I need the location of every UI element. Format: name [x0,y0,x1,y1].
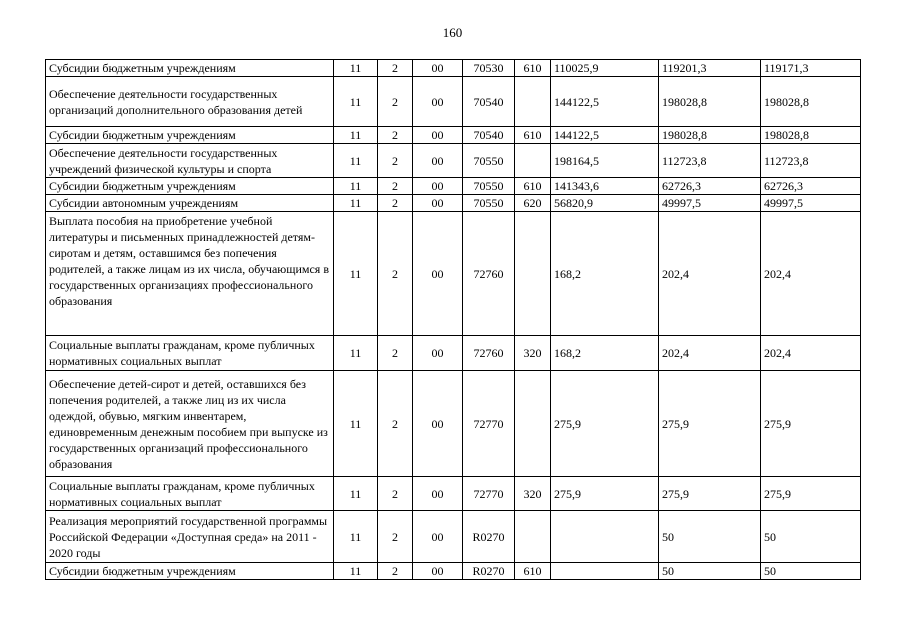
row-name: Субсидии автономным учреждениям [46,195,334,212]
target-item-code: 70550 [463,178,515,195]
amount-year-1: 56820,9 [551,195,659,212]
expense-type-code: 620 [515,195,551,212]
table-row [46,336,861,371]
subsection-code: 2 [378,127,413,144]
amount-year-2: 112723,8 [659,144,761,178]
program-code: 00 [413,371,463,477]
amount-year-1: 144122,5 [551,127,659,144]
subsection-code: 2 [378,144,413,178]
amount-year-2: 119201,3 [659,60,761,77]
section-code: 11 [334,60,378,77]
table-row [46,195,861,212]
amount-year-2: 202,4 [659,212,761,336]
row-name: Субсидии бюджетным учреждениям [46,563,334,580]
expense-type-code: 320 [515,477,551,511]
expense-type-code: 320 [515,336,551,371]
amount-year-2: 62726,3 [659,178,761,195]
table-row [46,477,861,511]
table-row [46,563,861,580]
amount-year-3: 50 [761,563,861,580]
section-code: 11 [334,511,378,563]
expense-type-code [515,511,551,563]
subsection-code: 2 [378,195,413,212]
section-code: 11 [334,212,378,336]
section-code: 11 [334,127,378,144]
program-code: 00 [413,144,463,178]
expense-type-code: 610 [515,178,551,195]
program-code: 00 [413,212,463,336]
row-name: Социальные выплаты гражданам, кроме публичных нормативных социальных выплат [46,477,334,511]
amount-year-2: 275,9 [659,477,761,511]
amount-year-1 [551,511,659,563]
amount-year-1: 141343,6 [551,178,659,195]
table-row [46,212,861,336]
target-item-code: 70540 [463,127,515,144]
table-row [46,371,861,477]
budget-table [45,59,861,580]
amount-year-3: 50 [761,511,861,563]
row-name: Реализация мероприятий государственной программы Российской Федерации «Доступная среда» на 2011 - 2020 годы [46,511,334,563]
amount-year-2: 50 [659,511,761,563]
subsection-code: 2 [378,511,413,563]
table-row [46,60,861,77]
amount-year-1: 168,2 [551,212,659,336]
section-code: 11 [334,77,378,127]
section-code: 11 [334,144,378,178]
section-code: 11 [334,178,378,195]
amount-year-3: 112723,8 [761,144,861,178]
target-item-code: 72760 [463,212,515,336]
amount-year-3: 202,4 [761,212,861,336]
subsection-code: 2 [378,60,413,77]
row-name: Выплата пособия на приобретение учебной литературы и письменных принадлежностей детям-сиротам и детям, оставшимся без попечения родителей, а также лицам из их числа, обучающимся в государственных организациях профессионального образования [46,212,334,336]
subsection-code: 2 [378,77,413,127]
page-number: 160 [442,25,463,40]
row-name: Обеспечение деятельности государственных организаций дополнительного образования детей [46,77,334,127]
target-item-code: 70540 [463,77,515,127]
amount-year-2: 198028,8 [659,127,761,144]
target-item-code: R0270 [463,563,515,580]
row-name: Субсидии бюджетным учреждениям [46,178,334,195]
table-row [46,77,861,127]
amount-year-1: 275,9 [551,371,659,477]
target-item-code: 70550 [463,195,515,212]
table-row [46,178,861,195]
row-name: Социальные выплаты гражданам, кроме публичных нормативных социальных выплат [46,336,334,371]
program-code: 00 [413,178,463,195]
row-name: Субсидии бюджетным учреждениям [46,127,334,144]
expense-type-code [515,77,551,127]
amount-year-3: 49997,5 [761,195,861,212]
amount-year-3: 62726,3 [761,178,861,195]
program-code: 00 [413,477,463,511]
section-code: 11 [334,563,378,580]
amount-year-3: 119171,3 [761,60,861,77]
amount-year-1: 275,9 [551,477,659,511]
table-row [46,127,861,144]
amount-year-1: 198164,5 [551,144,659,178]
program-code: 00 [413,127,463,144]
target-item-code: 72770 [463,371,515,477]
amount-year-2: 49997,5 [659,195,761,212]
program-code: 00 [413,563,463,580]
amount-year-1: 110025,9 [551,60,659,77]
table-row [46,511,861,563]
amount-year-2: 202,4 [659,336,761,371]
program-code: 00 [413,195,463,212]
target-item-code: 70550 [463,144,515,178]
amount-year-2: 50 [659,563,761,580]
amount-year-3: 198028,8 [761,127,861,144]
subsection-code: 2 [378,563,413,580]
amount-year-1: 144122,5 [551,77,659,127]
target-item-code: 72770 [463,477,515,511]
amount-year-2: 198028,8 [659,77,761,127]
amount-year-3: 275,9 [761,477,861,511]
row-name: Обеспечение деятельности государственных учреждений физической культуры и спорта [46,144,334,178]
row-name: Субсидии бюджетным учреждениям [46,60,334,77]
target-item-code: 70530 [463,60,515,77]
subsection-code: 2 [378,178,413,195]
amount-year-1 [551,563,659,580]
program-code: 00 [413,77,463,127]
amount-year-3: 198028,8 [761,77,861,127]
subsection-code: 2 [378,336,413,371]
expense-type-code: 610 [515,127,551,144]
amount-year-1: 168,2 [551,336,659,371]
program-code: 00 [413,336,463,371]
program-code: 00 [413,511,463,563]
target-item-code: R0270 [463,511,515,563]
expense-type-code [515,212,551,336]
amount-year-3: 202,4 [761,336,861,371]
section-code: 11 [334,195,378,212]
subsection-code: 2 [378,477,413,511]
subsection-code: 2 [378,212,413,336]
expense-type-code [515,144,551,178]
target-item-code: 72760 [463,336,515,371]
subsection-code: 2 [378,371,413,477]
section-code: 11 [334,477,378,511]
row-name: Обеспечение детей-сирот и детей, оставшихся без попечения родителей, а также лиц из их числа одеждой, обувью, мягким инвентарем, единовременным денежным пособием при выпуске из государственных организаций профессионального образования [46,371,334,477]
expense-type-code: 610 [515,60,551,77]
section-code: 11 [334,371,378,477]
section-code: 11 [334,336,378,371]
program-code: 00 [413,60,463,77]
amount-year-3: 275,9 [761,371,861,477]
amount-year-2: 275,9 [659,371,761,477]
table-row [46,144,861,178]
expense-type-code [515,371,551,477]
expense-type-code: 610 [515,563,551,580]
